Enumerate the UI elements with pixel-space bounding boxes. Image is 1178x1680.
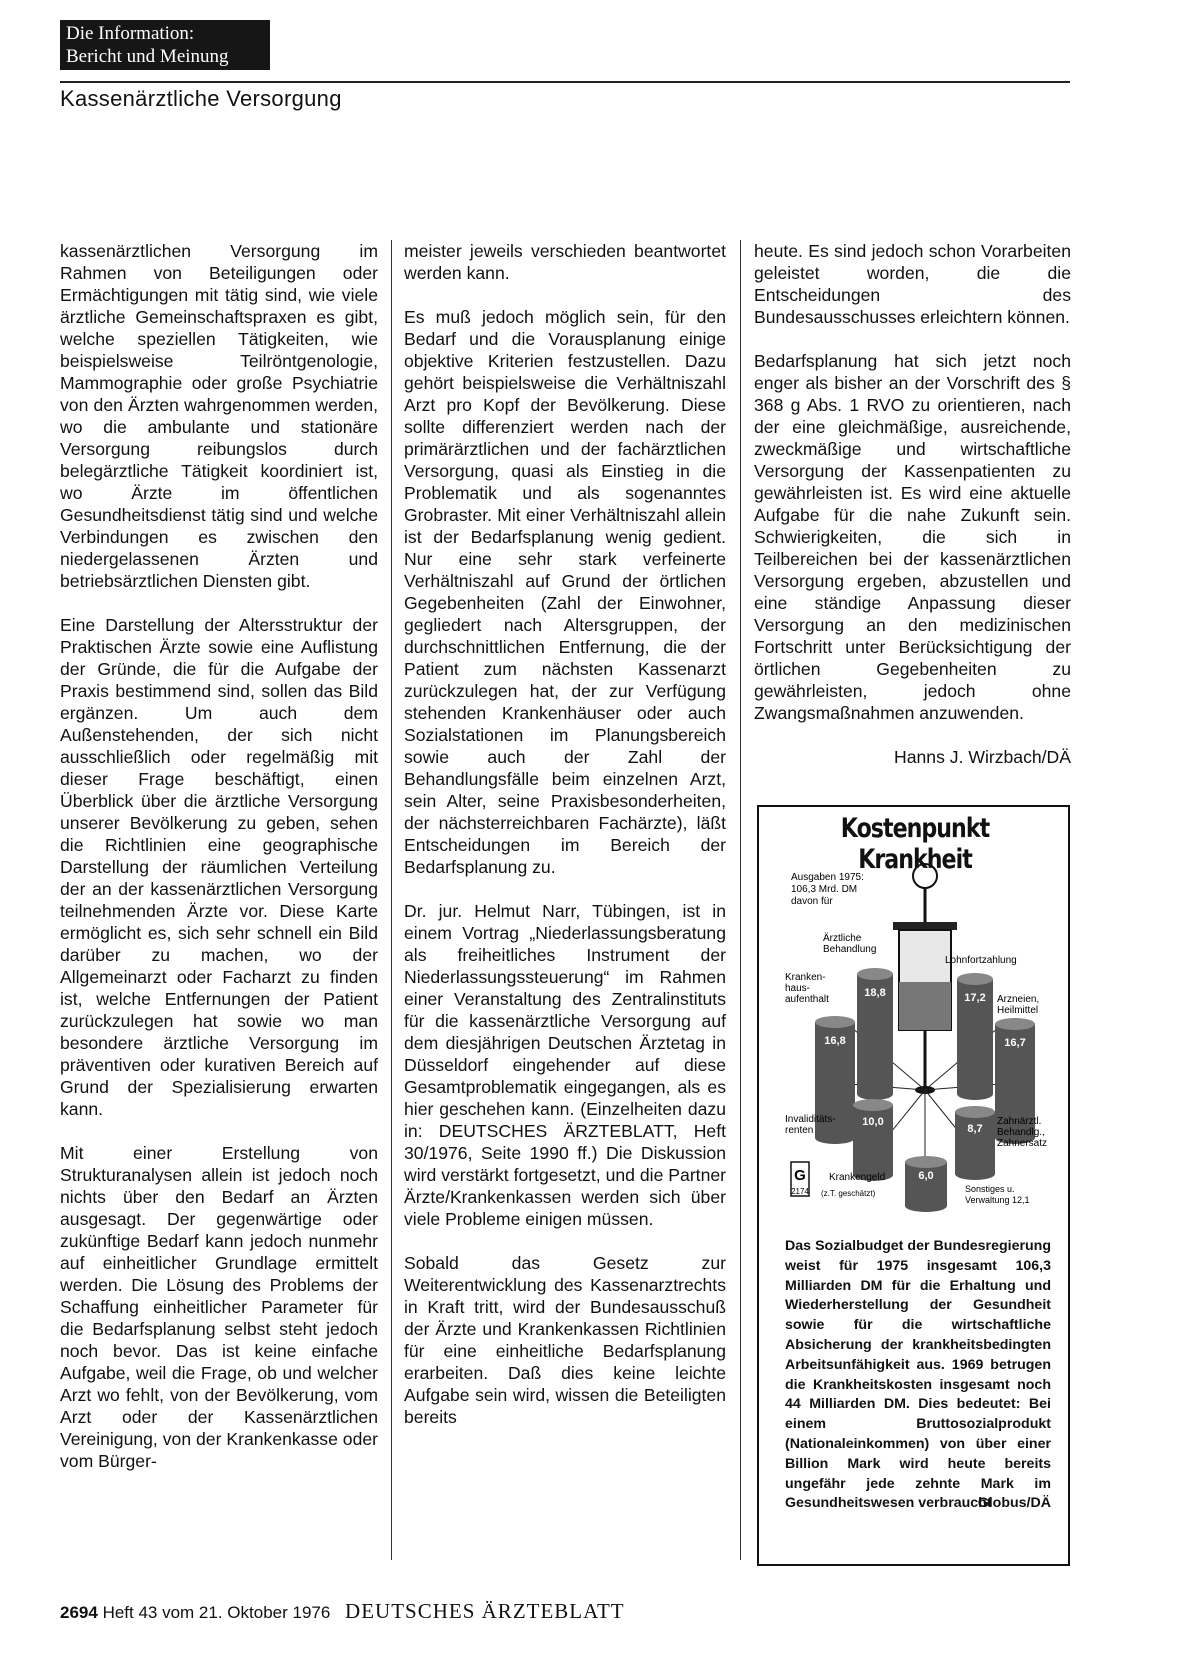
paragraph: Bedarfsplanung hat sich jetzt noch enger als bisher an der Vorschrift des § 368 g Abs. 1 RVO zu orientieren, nach der eine gleichmäßige, ausreichende, zweckmäßige und wirtschaftliche Versorgung der Kassenpatienten zu gewährleisten ist. Es wird eine aktuelle Aufgabe für die nahe Zukunft sein. Schwierigkeiten, die sich in Teilbereichen bei der kassenärztlichen Versorgung ergeben, abzustellen und eine ständige Anpassung dieser Versorgung an den medizinischen Fortschritt unter Berücksichtigung der örtlichen Gegebenheiten zu gewährleisten, jedoch ohne Zwangsmaßnahmen anzuwenden. (754, 351, 1071, 723)
cylinder-zahnaerztliche-behandlung (955, 1106, 995, 1180)
paragraph: Es muß jedoch möglich sein, für den Bedarf und die Vorausplanung einige objektive Kriterien festzustellen. Dazu gehört beispielsweise die Verhältniszahl Arzt pro Kopf der Bevölkerung. Diese sollte differenziert werden nach der primärärztlichen und der fachärztlichen Versorgung, quasi als Einstieg in die Problematik und als sogenanntes Grobraster. Mit einer Verhältniszahl allein ist der Bedarfsplanung wenig gedient. Nur eine sehr stark verfeinerte Verhältniszahl auf Grund der örtlichen Gegebenheiten (Zahl der Einwohner, gegliedert nach Altersgruppen, der durchschnittlichen Entfernung, die der Patient zum nächsten Kassenarzt zurückzulegen hat, der zur Verfügung stehenden Krankenhäuser oder auch Sozialstationen im Planungsbereich sowie auch der Zahl der Behandlungsfälle beim einzelnen Arzt, sein Alter, seine Praxisbesonderheiten, der nächsterreichbaren Fachärzte), läßt Entscheidungen im Bereich der Bedarfsplanung zu. (404, 307, 726, 877)
page-footer (60, 1599, 625, 1624)
syringe-fill (899, 982, 951, 1030)
column-divider (740, 240, 741, 1560)
category-label: Krankengeld (829, 1172, 886, 1183)
infographic-box (757, 805, 1070, 1566)
estimate-note: (z.T. geschätzt) (821, 1189, 876, 1198)
category-label: haus- (785, 983, 811, 994)
caption-text: Das Sozialbudget der Bundesregierung weist für 1975 insgesamt 106,3 Milliarden DM für die Erhaltung und Wiederherstellung der Gesundheit sowie für die wirtschaftliche Absicherung der krankheitsbedingten Arbeitsunfähigkeit aus. 1969 betrugen die Krankheitskosten insgesamt noch 44 Milliarden DM. Dies bedeutet: Bei einem Bruttosozialprodukt (Nationaleinkommen) von über einer Billion Mark wird heute bereits ungefähr jede zehnte Mark im Gesundheitswesen verbraucht (785, 1238, 1051, 1512)
journal-name: DEUTSCHES ÄRZTEBLATT (345, 1599, 625, 1623)
value-label: 17,2 (964, 992, 986, 1004)
intro-text: davon für (791, 896, 833, 907)
logo-number: 2174 (791, 1187, 809, 1196)
category-label: renten (785, 1125, 814, 1136)
paragraph: meister jeweils verschieden beantwortet werden kann. (404, 241, 726, 283)
infographic-title: Kostenpunkt Krankheit (840, 813, 990, 875)
paragraph: Dr. jur. Helmut Narr, Tübingen, ist in einem Vortrag „Niederlassungsberatung als freiheitliches Instrument der Niederlassungssteuerung“ im Rahmen einer Veranstaltung des Zentralinstituts für die kassenärztliche Versorgung auf dem diesjährigen Deutschen Ärztetag in Düsseldorf eingehender auf diese Gesamtproblematik eingegangen, als es hier geschehen kann. (Einzelheiten dazu in: DEUTSCHES ÄRZTEBLATT, Heft 30/1976, Seite 1990 ff.) Die Diskussion wird verstärkt fortgesetzt, und die Partner Ärzte/Krankenkassen werden sich über viele Probleme einigen müssen. (404, 901, 726, 1229)
category-label: Ärztliche (823, 933, 862, 944)
paragraph: Eine Darstellung der Altersstruktur der Praktischen Ärzte sowie eine Auflistung der Gründe, die für die Aufgabe der Praxis bestimmend sind, sollen das Bild ergänzen. Um auch dem Außenstehenden, der sich nicht ausschließlich oder regelmäßig mit dieser Frage beschäftigt, einen Überblick über die ärztliche Versorgung unserer Bevölkerung zu geben, sehen die Richtlinien eine geographische Darstellung der räumlichen Verteilung der an der kassenärztlichen Versorgung teilnehmenden Ärzte vor. Diese Karte ermöglicht es, sich sehr schnell ein Bild darüber zu machen, wo der Allgemeinarzt oder Facharzt zu finden ist, welche Entfernungen der Patient zurückzulegen hat sowie wo man besondere ärztliche Versorgung im präventiven oder kurativen Bereich auf Grund der Spezialisierung erwarten kann. (60, 615, 378, 1119)
cylinder-aerztliche-behandlung (857, 968, 893, 1100)
rubric-label-line2: Bericht und Meinung (66, 46, 229, 67)
page-number: 2694 (60, 1603, 98, 1622)
cylinder-lohnfortzahlung (957, 973, 993, 1100)
text-column-1 (60, 240, 378, 1494)
logo-letter: G (794, 1167, 806, 1184)
category-label: Sonstiges u. (965, 1184, 1015, 1194)
value-label: 18,8 (864, 987, 886, 999)
issue-info: Heft 43 vom 21. Oktober 1976 (102, 1603, 331, 1622)
text-column-2 (404, 240, 726, 1450)
category-label: Lohnfortzahlung (945, 955, 1017, 966)
intro-text: 106,3 Mrd. DM (791, 884, 858, 895)
value-label: 8,7 (967, 1123, 983, 1135)
category-label: Behandlg., (997, 1127, 1045, 1138)
paragraph: heute. Es sind jedoch schon Vorarbeiten geleistet worden, die die Entscheidungen des Bundesausschusses erleichtern können. (754, 241, 1071, 327)
paragraph: Mit einer Erstellung von Strukturanalysen allein ist jedoch noch nichts über den Bedarf an Ärzten ausgesagt. Der gegenwärtige oder zukünftige Bedarf kann jedoch nunmehr auf einheitlicher Grundlage ermittelt werden. Die Lösung des Problems der Schaffung einheitlicher Parameter für die Bedarfsplanung selbst steht jedoch noch bevor. Das ist keine einfache Aufgabe, weil die Frage, ob und welcher Arzt wo fehlt, von der Bevölkerung, vom Arzt oder der Kassenärztlichen Vereinigung, von der Krankenkasse oder vom Bürger- (60, 1143, 378, 1471)
category-label: Behandlung (823, 944, 877, 955)
category-label: Kranken- (785, 972, 826, 983)
rubric-label (60, 20, 270, 70)
caption-source: Globus/DÄ (977, 1495, 1051, 1512)
value-label: 6,0 (918, 1170, 934, 1182)
paragraph: kassenärztlichen Versorgung im Rahmen von Beteiligungen oder Ermächtigungen mit tätig sind, wie viele ärztliche Gemeinschaftspraxen es gibt, welche speziellen Tätigkeiten, wie beispielsweise Teilröntgenologie, Mammographie oder große Psychiatrie von den Ärzten wahrgenommen werden, wo die ambulante und stationäre Versorgung reibungslos durch belegärztliche Tätigkeit koordiniert ist, wo Ärzte im öffentlichen Gesundheitsdienst tätig sind und welche Verbindungen es zwischen den niedergelassenen Ärzten und betriebsärztlichen Diensten gibt. (60, 241, 378, 591)
value-label: 10,0 (862, 1116, 884, 1128)
ring-handle-icon (913, 864, 937, 888)
category-label: Arzneien, (997, 994, 1040, 1005)
cylinder-krankengeld (905, 1156, 947, 1212)
plunger-cap (893, 922, 957, 930)
category-label: Zahnärztl. (997, 1116, 1042, 1127)
column-divider (391, 240, 392, 1560)
author-signature: Hanns J. Wirzbach/DÄ (894, 747, 1071, 767)
intro-text: Ausgaben 1975: (791, 872, 864, 883)
category-label: Zahnersatz (997, 1138, 1048, 1149)
category-label: Heilmittel (997, 1005, 1039, 1016)
category-label: Verwaltung 12,1 (965, 1195, 1030, 1205)
value-label: 16,8 (824, 1035, 846, 1047)
section-title: Kassenärztliche Versorgung (60, 86, 342, 111)
category-label: Invaliditäts- (785, 1114, 836, 1125)
paragraph: Sobald das Gesetz zur Weiterentwicklung des Kassenarztrechts in Kraft tritt, wird der Bundesausschuß der Ärzte und Krankenkassen Richtlinien für eine einheitliche Bedarfsplanung erarbeiten. Daß dies keine leichte Aufgabe sein wird, wissen die Beteiligten bereits (404, 1253, 726, 1427)
text-column-3 (754, 240, 1071, 790)
rubric-label-line1: Die Information: (66, 23, 195, 44)
cylinder-invaliditaetsrenten (853, 1099, 893, 1181)
infographic-caption (785, 1237, 1051, 1514)
header-rule (60, 81, 1070, 83)
infographic-illustration (785, 862, 1055, 1242)
category-label: aufenthalt (785, 994, 829, 1005)
value-label: 16,7 (1004, 1037, 1026, 1049)
